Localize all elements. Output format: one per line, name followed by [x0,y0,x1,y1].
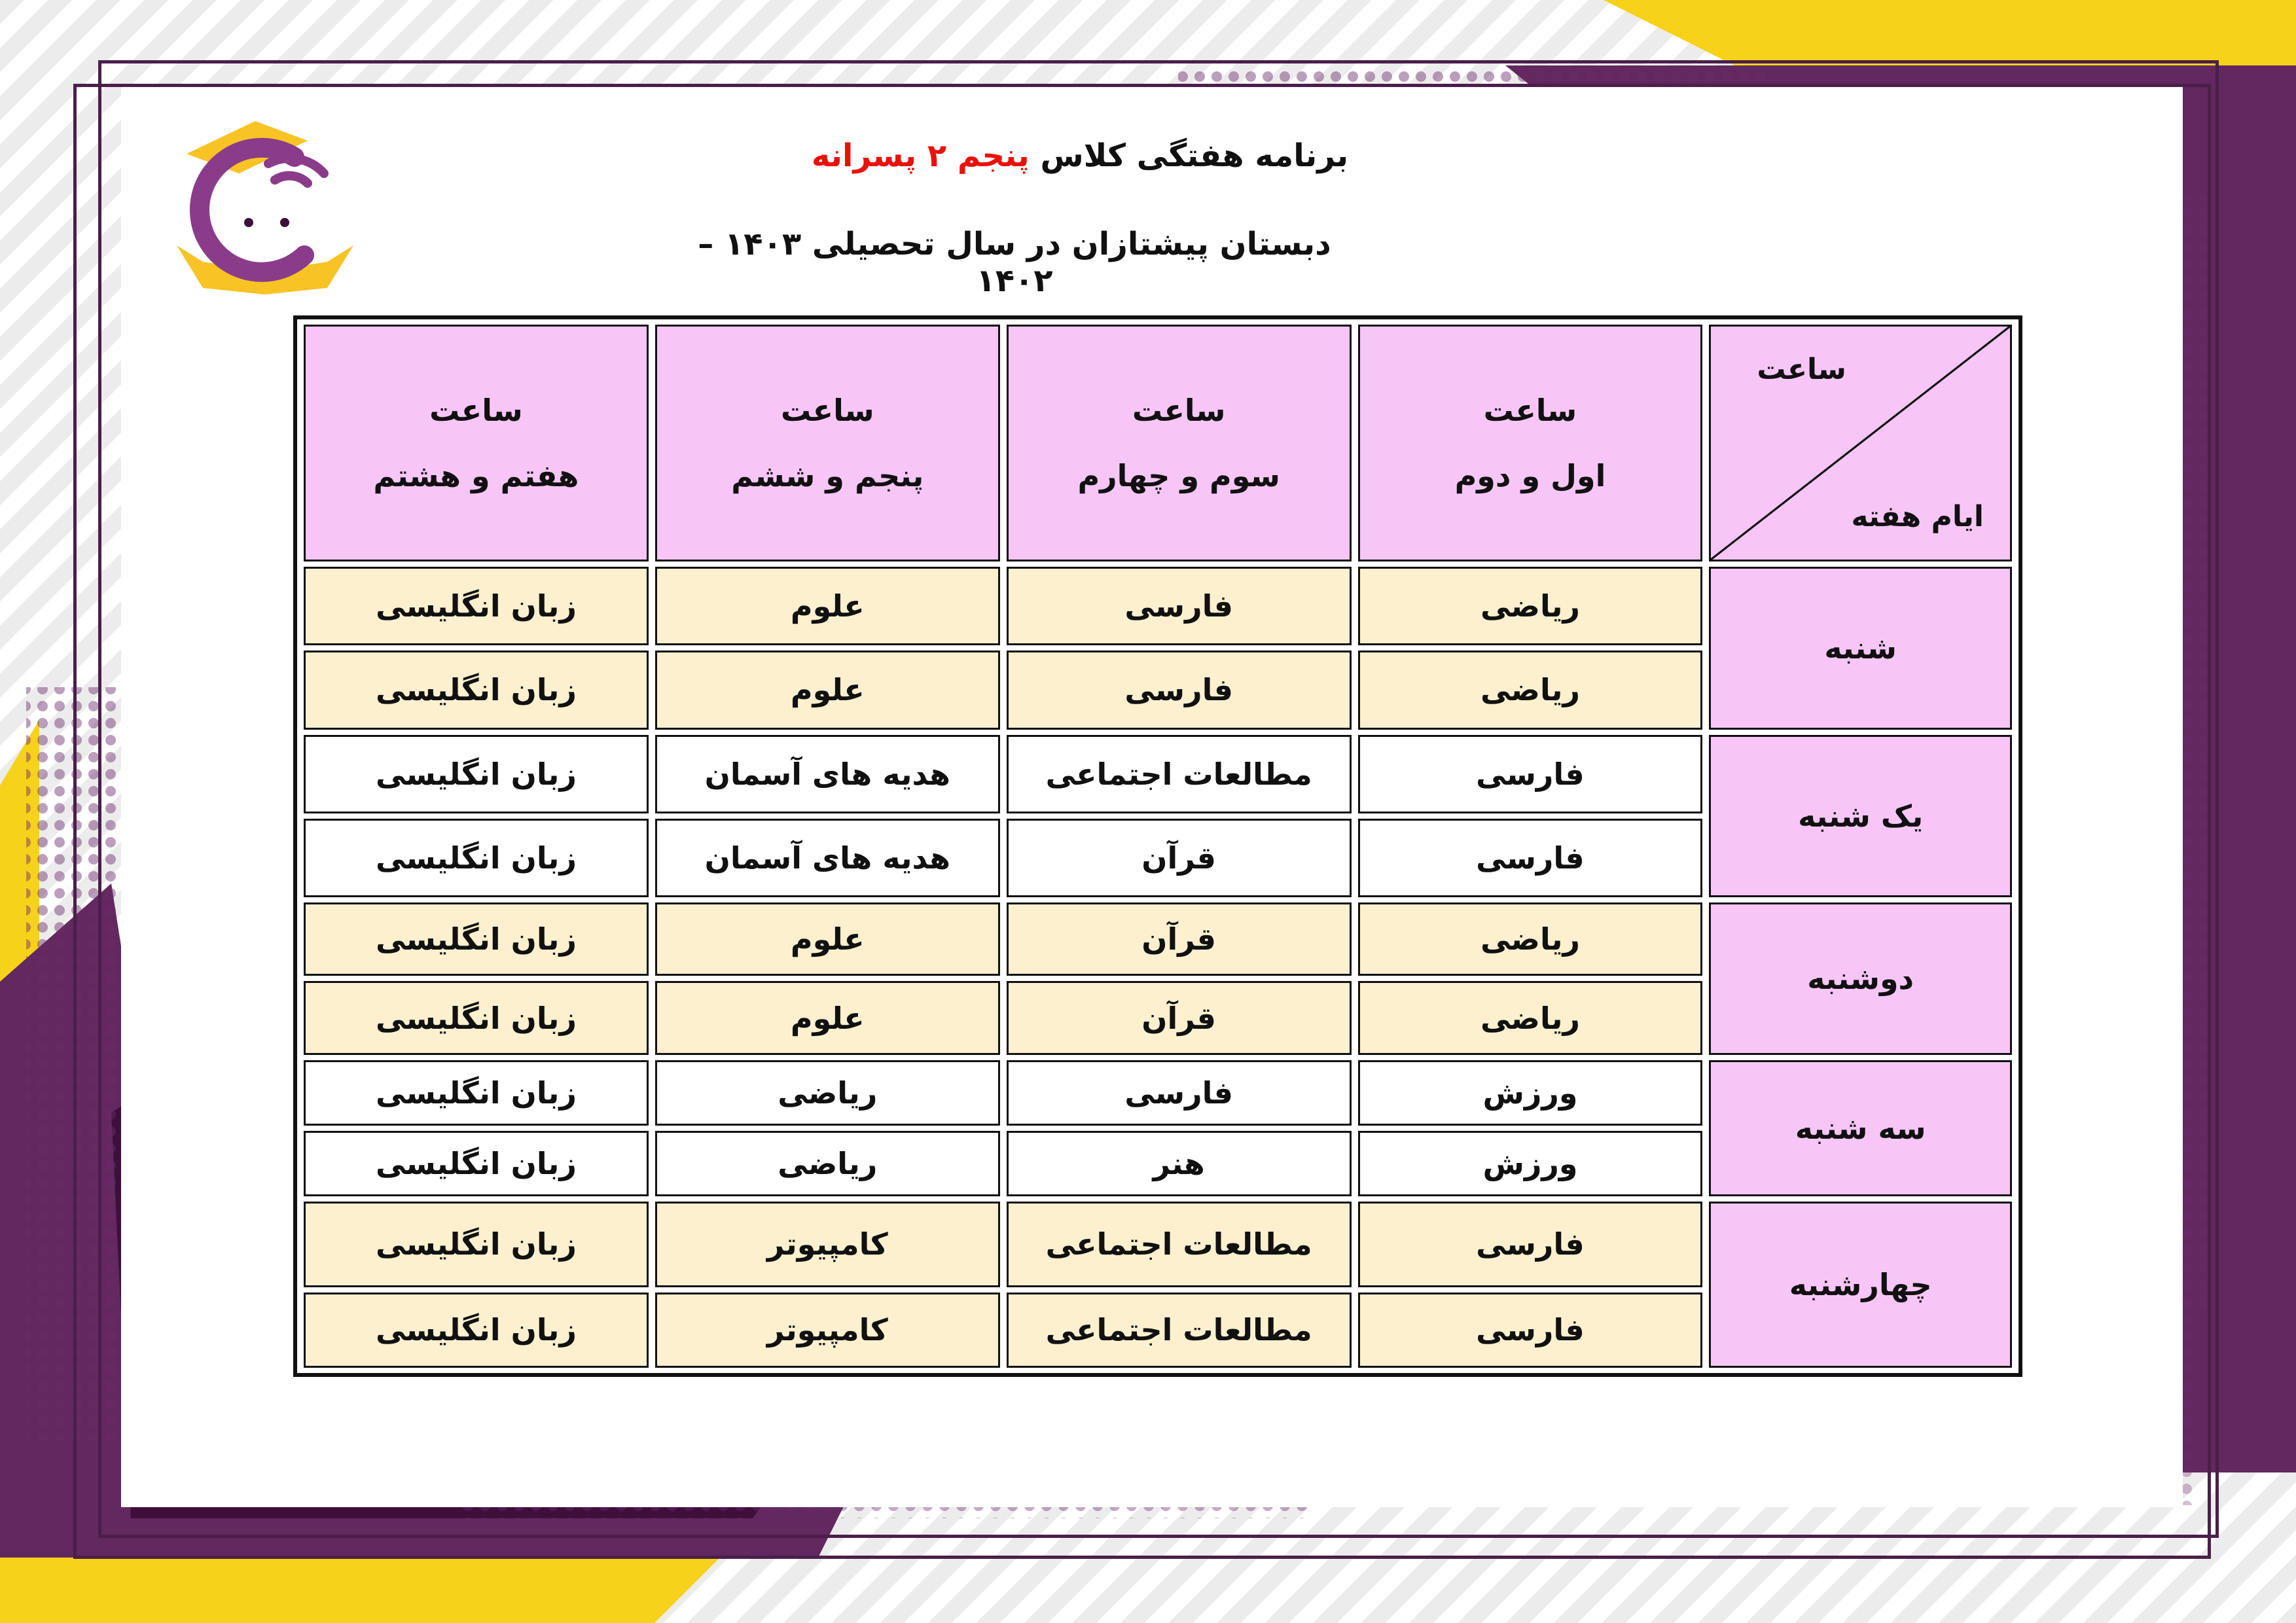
subject-cell: ریاضی [655,1060,1000,1126]
corner-header-cell [1709,325,2012,562]
weekly-schedule-table [293,315,2022,1377]
corner-label-days: ایام هفته [1851,499,1984,533]
subject-cell: کامپیوتر [655,1202,1000,1287]
subject-cell: ریاضی [1358,981,1703,1054]
column-header-line2: هفتم و هشتم [373,457,579,493]
yellow-corner-bottom-left [0,1558,720,1623]
subject-cell: زبان انگلیسی [304,981,649,1054]
subject-cell: مطالعات اجتماعی [1007,735,1352,813]
column-header-1 [1358,325,1703,562]
subject-cell: قرآن [1007,819,1352,897]
day-cell-saturday: شنبه [1709,567,2012,730]
column-header-3 [655,325,1000,562]
subject-cell: زبان انگلیسی [304,735,649,813]
school-logo [177,108,353,294]
subject-cell: فارسی [1007,567,1352,645]
column-header-line1: ساعت [429,392,523,428]
table-row [304,1202,2012,1287]
subject-cell: مطالعات اجتماعی [1007,1202,1352,1287]
subject-cell: زبان انگلیسی [304,819,649,897]
column-header-line1: ساعت [780,392,874,428]
subject-cell: علوم [655,651,1000,729]
subject-cell: علوم [655,981,1000,1054]
column-header-line2: اول و دوم [1454,457,1606,493]
day-cell-sunday: یک شنبه [1709,735,2012,898]
subject-cell: ریاضی [1358,651,1703,729]
subject-cell: ریاضی [1358,567,1703,645]
subject-cell: هدیه های آسمان [655,819,1000,897]
subject-cell: قرآن [1007,981,1352,1054]
corner-label-hours: ساعت [1757,353,1846,386]
subject-cell: هدیه های آسمان [655,735,1000,813]
page-subtitle: دبستان پیشتازان در سال تحصیلی ۱۴۰۳ – ۱۴۰۲ [698,226,1331,299]
column-header-line1: ساعت [1483,392,1577,428]
subject-cell: فارسی [1358,819,1703,897]
yellow-corner-top-right [1604,0,2296,65]
subject-cell: زبان انگلیسی [304,567,649,645]
table-row [304,735,2012,813]
subject-cell: کامپیوتر [655,1293,1000,1368]
day-cell-tuesday: سه شنبه [1709,1060,2012,1197]
column-header-4 [304,325,649,562]
subject-cell: زبان انگلیسی [304,651,649,729]
subject-cell: زبان انگلیسی [304,1131,649,1196]
subject-cell: ریاضی [1358,902,1703,976]
table-row [304,567,2012,645]
table-row [304,902,2012,976]
subject-cell: زبان انگلیسی [304,1293,649,1368]
column-header-line2: سوم و چهارم [1077,457,1280,493]
subject-cell: مطالعات اجتماعی [1007,1293,1352,1368]
column-header-line1: ساعت [1132,392,1226,428]
table-row [304,1060,2012,1126]
subject-cell: علوم [655,902,1000,976]
subject-cell: زبان انگلیسی [304,1202,649,1287]
subject-cell: فارسی [1007,651,1352,729]
column-header-2 [1007,325,1352,562]
header-row [304,325,2012,562]
subject-cell: ریاضی [655,1131,1000,1196]
column-header-line2: پنجم و ششم [731,457,924,493]
subject-cell: زبان انگلیسی [304,902,649,976]
subject-cell: ورزش [1358,1060,1703,1126]
subject-cell: ورزش [1358,1131,1703,1196]
title-prefix: برنامه هفتگی کلاس [1040,137,1349,174]
subject-cell: هنر [1007,1131,1352,1196]
subject-cell: فارسی [1358,1202,1703,1287]
subject-cell: فارسی [1007,1060,1352,1126]
day-cell-monday: دوشنبه [1709,902,2012,1055]
subject-cell: فارسی [1358,735,1703,813]
page-title [785,137,1374,174]
subject-cell: علوم [655,567,1000,645]
subject-cell: زبان انگلیسی [304,1060,649,1126]
title-highlight: پنجم ۲ پسرانه [811,137,1030,174]
day-cell-wednesday: چهارشنبه [1709,1202,2012,1368]
subject-cell: فارسی [1358,1293,1703,1368]
subject-cell: قرآن [1007,902,1352,976]
